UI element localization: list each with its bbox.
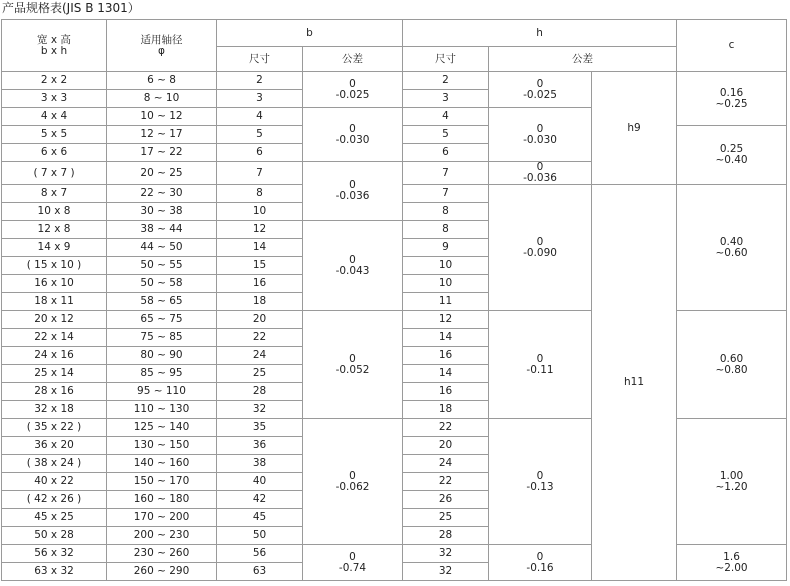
size-cell: 56 x 32 [2, 545, 107, 563]
size-cell: 16 x 10 [2, 275, 107, 293]
b-dimension-cell: 6 [217, 144, 303, 162]
table-row [2, 72, 787, 90]
b-tolerance-cell: 0 -0.062 [303, 419, 403, 545]
header-h: h [403, 20, 677, 47]
h-dimension-cell: 16 [403, 347, 489, 365]
shaft-diameter-cell: 200 ~ 230 [107, 527, 217, 545]
b-dimension-cell: 10 [217, 203, 303, 221]
shaft-diameter-cell: 140 ~ 160 [107, 455, 217, 473]
c-value-cell: 0.60 ~0.80 [677, 311, 787, 419]
h-dimension-cell: 8 [403, 203, 489, 221]
b-dimension-cell: 38 [217, 455, 303, 473]
size-cell: 45 x 25 [2, 509, 107, 527]
page-title: 产品规格表(JIS B 1301） [2, 1, 140, 15]
b-dimension-cell: 7 [217, 162, 303, 185]
shaft-diameter-cell: 110 ~ 130 [107, 401, 217, 419]
header-size: 宽 x 高 b x h [2, 20, 107, 72]
h-dimension-cell: 4 [403, 108, 489, 126]
h-dimension-cell: 25 [403, 509, 489, 527]
h-tolerance-cell: 0 -0.13 [489, 419, 592, 545]
b-dimension-cell: 24 [217, 347, 303, 365]
b-dimension-cell: 14 [217, 239, 303, 257]
shaft-diameter-cell: 95 ~ 110 [107, 383, 217, 401]
h-dimension-cell: 10 [403, 257, 489, 275]
shaft-diameter-cell: 125 ~ 140 [107, 419, 217, 437]
h-tolerance-cell: 0 -0.036 [489, 162, 592, 185]
shaft-diameter-cell: 170 ~ 200 [107, 509, 217, 527]
h-tolerance-class-cell: h9 [592, 72, 677, 185]
size-cell: ( 35 x 22 ) [2, 419, 107, 437]
h-dimension-cell: 5 [403, 126, 489, 144]
shaft-diameter-cell: 260 ~ 290 [107, 563, 217, 581]
shaft-diameter-cell: 38 ~ 44 [107, 221, 217, 239]
h-tolerance-cell: 0 -0.11 [489, 311, 592, 419]
size-cell: 63 x 32 [2, 563, 107, 581]
h-dimension-cell: 32 [403, 563, 489, 581]
h-dimension-cell: 7 [403, 185, 489, 203]
shaft-diameter-cell: 58 ~ 65 [107, 293, 217, 311]
size-cell: 14 x 9 [2, 239, 107, 257]
h-dimension-cell: 11 [403, 293, 489, 311]
header-h-dimension: 尺寸 [403, 47, 489, 72]
shaft-diameter-cell: 17 ~ 22 [107, 144, 217, 162]
size-cell: ( 42 x 26 ) [2, 491, 107, 509]
size-cell: 2 x 2 [2, 72, 107, 90]
b-dimension-cell: 18 [217, 293, 303, 311]
shaft-diameter-cell: 8 ~ 10 [107, 90, 217, 108]
h-dimension-cell: 22 [403, 473, 489, 491]
b-dimension-cell: 15 [217, 257, 303, 275]
size-cell: 5 x 5 [2, 126, 107, 144]
shaft-diameter-cell: 65 ~ 75 [107, 311, 217, 329]
shaft-diameter-cell: 85 ~ 95 [107, 365, 217, 383]
h-dimension-cell: 7 [403, 162, 489, 185]
header-shaft-diameter: 适用轴径 φ [107, 20, 217, 72]
c-value-cell: 0.40 ~0.60 [677, 185, 787, 311]
size-cell: 6 x 6 [2, 144, 107, 162]
shaft-diameter-cell: 30 ~ 38 [107, 203, 217, 221]
shaft-diameter-cell: 20 ~ 25 [107, 162, 217, 185]
shaft-diameter-cell: 130 ~ 150 [107, 437, 217, 455]
size-cell: 50 x 28 [2, 527, 107, 545]
shaft-diameter-cell: 12 ~ 17 [107, 126, 217, 144]
shaft-diameter-cell: 160 ~ 180 [107, 491, 217, 509]
size-cell: 28 x 16 [2, 383, 107, 401]
b-dimension-cell: 20 [217, 311, 303, 329]
b-dimension-cell: 2 [217, 72, 303, 90]
size-cell: 4 x 4 [2, 108, 107, 126]
h-dimension-cell: 28 [403, 527, 489, 545]
h-dimension-cell: 24 [403, 455, 489, 473]
h-dimension-cell: 22 [403, 419, 489, 437]
b-dimension-cell: 32 [217, 401, 303, 419]
shaft-diameter-cell: 230 ~ 260 [107, 545, 217, 563]
c-value-cell: 1.00 ~1.20 [677, 419, 787, 545]
header-b-tolerance: 公差 [303, 47, 403, 72]
size-cell: 10 x 8 [2, 203, 107, 221]
h-dimension-cell: 26 [403, 491, 489, 509]
shaft-diameter-cell: 6 ~ 8 [107, 72, 217, 90]
h-dimension-cell: 16 [403, 383, 489, 401]
b-dimension-cell: 63 [217, 563, 303, 581]
header-b: b [217, 20, 403, 47]
b-tolerance-cell: 0 -0.025 [303, 72, 403, 108]
shaft-diameter-cell: 10 ~ 12 [107, 108, 217, 126]
size-cell: ( 38 x 24 ) [2, 455, 107, 473]
b-dimension-cell: 42 [217, 491, 303, 509]
b-dimension-cell: 40 [217, 473, 303, 491]
h-dimension-cell: 12 [403, 311, 489, 329]
c-value-cell: 1.6 ~2.00 [677, 545, 787, 581]
h-dimension-cell: 2 [403, 72, 489, 90]
b-dimension-cell: 8 [217, 185, 303, 203]
b-dimension-cell: 56 [217, 545, 303, 563]
c-value-cell: 0.25 ~0.40 [677, 126, 787, 185]
b-dimension-cell: 4 [217, 108, 303, 126]
shaft-diameter-cell: 80 ~ 90 [107, 347, 217, 365]
size-cell: 20 x 12 [2, 311, 107, 329]
size-cell: ( 15 x 10 ) [2, 257, 107, 275]
b-dimension-cell: 22 [217, 329, 303, 347]
b-dimension-cell: 35 [217, 419, 303, 437]
h-dimension-cell: 18 [403, 401, 489, 419]
size-cell: ( 7 x 7 ) [2, 162, 107, 185]
size-cell: 8 x 7 [2, 185, 107, 203]
size-cell: 25 x 14 [2, 365, 107, 383]
size-cell: 22 x 14 [2, 329, 107, 347]
h-dimension-cell: 10 [403, 275, 489, 293]
size-cell: 3 x 3 [2, 90, 107, 108]
h-dimension-cell: 8 [403, 221, 489, 239]
size-cell: 18 x 11 [2, 293, 107, 311]
h-dimension-cell: 14 [403, 365, 489, 383]
h-tolerance-cell: 0 -0.090 [489, 185, 592, 311]
header-h-tolerance: 公差 [489, 47, 677, 72]
shaft-diameter-cell: 150 ~ 170 [107, 473, 217, 491]
h-dimension-cell: 6 [403, 144, 489, 162]
h-tolerance-cell: 0 -0.16 [489, 545, 592, 581]
b-dimension-cell: 12 [217, 221, 303, 239]
size-cell: 12 x 8 [2, 221, 107, 239]
b-dimension-cell: 28 [217, 383, 303, 401]
shaft-diameter-cell: 22 ~ 30 [107, 185, 217, 203]
b-tolerance-cell: 0 -0.74 [303, 545, 403, 581]
b-dimension-cell: 5 [217, 126, 303, 144]
h-dimension-cell: 32 [403, 545, 489, 563]
header-c: c [677, 20, 787, 72]
spec-table [1, 19, 787, 581]
b-tolerance-cell: 0 -0.052 [303, 311, 403, 419]
b-tolerance-cell: 0 -0.030 [303, 108, 403, 162]
shaft-diameter-cell: 44 ~ 50 [107, 239, 217, 257]
h-dimension-cell: 14 [403, 329, 489, 347]
shaft-diameter-cell: 50 ~ 55 [107, 257, 217, 275]
c-value-cell: 0.16 ~0.25 [677, 72, 787, 126]
shaft-diameter-cell: 75 ~ 85 [107, 329, 217, 347]
h-tolerance-class-cell: h11 [592, 185, 677, 581]
h-dimension-cell: 9 [403, 239, 489, 257]
b-tolerance-cell: 0 -0.036 [303, 162, 403, 221]
h-tolerance-cell: 0 -0.030 [489, 108, 592, 162]
b-dimension-cell: 3 [217, 90, 303, 108]
b-dimension-cell: 25 [217, 365, 303, 383]
size-cell: 24 x 16 [2, 347, 107, 365]
h-dimension-cell: 20 [403, 437, 489, 455]
b-dimension-cell: 45 [217, 509, 303, 527]
h-dimension-cell: 3 [403, 90, 489, 108]
shaft-diameter-cell: 50 ~ 58 [107, 275, 217, 293]
b-dimension-cell: 16 [217, 275, 303, 293]
size-cell: 32 x 18 [2, 401, 107, 419]
b-dimension-cell: 36 [217, 437, 303, 455]
header-b-dimension: 尺寸 [217, 47, 303, 72]
b-tolerance-cell: 0 -0.043 [303, 221, 403, 311]
b-dimension-cell: 50 [217, 527, 303, 545]
spec-table-body [2, 72, 787, 581]
h-tolerance-cell: 0 -0.025 [489, 72, 592, 108]
size-cell: 36 x 20 [2, 437, 107, 455]
size-cell: 40 x 22 [2, 473, 107, 491]
